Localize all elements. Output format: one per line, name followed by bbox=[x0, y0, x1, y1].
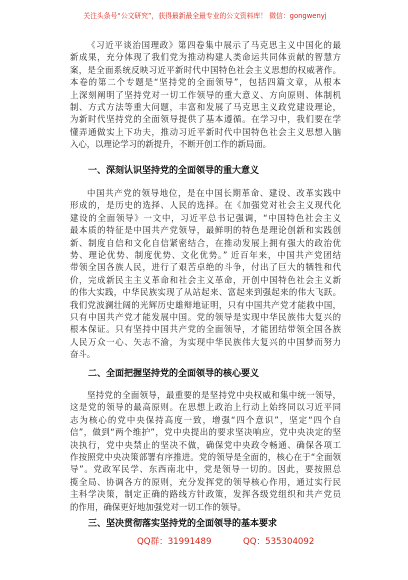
paragraph-line: 的作用，确保更好地加强党对一切工作的领导。 bbox=[70, 501, 246, 512]
section-heading: 二、全面把握坚持党的全面领导的核心要义 bbox=[88, 369, 260, 379]
qq-group-number: QQ群：31991489 bbox=[137, 537, 212, 547]
paragraph-line: 制、方式方法等重大问题，丰富和发展了马克思主义政党建设理论， bbox=[70, 101, 341, 112]
paragraph-line: 案，是全面系统反映习近平新时代中国特色社会主义思想的权威著作。 bbox=[70, 64, 341, 75]
paragraph-line: 只有中国共产党才能发展中国。党的领导是实现中华民族伟大复兴的 bbox=[70, 311, 341, 322]
paragraph-line: 《习近平谈治国理政》第四卷集中展示了马克思主义中国化的最 bbox=[87, 40, 341, 50]
paragraph-line: 本卷的第二个专题是“坚持党的全面领导”，包括四篇文章，从根本 bbox=[70, 77, 341, 88]
paragraph-line: 揽全局、协调各方的原则，充分发挥党的领导核心作用，通过实行民 bbox=[70, 476, 341, 487]
paragraph-line: 新成果，充分体现了我们党为推动构建人类命运共同体贡献的智慧方 bbox=[70, 52, 341, 63]
paragraph-line: 为新时代坚持党的全面领导提供了基本遵循。在学习中，我们要在学 bbox=[70, 114, 341, 125]
paragraph-line: 中国共产党的领导地位，是在中国长期革命、建设、改革实践中 bbox=[87, 188, 341, 198]
paragraph-line: 这是党的领导的最高原则。在思想上政治上行动上始终同以习近平同 bbox=[70, 402, 341, 413]
paragraph-line: 形成的，是历史的选择、人民的选择。在《加强党对社会主义现代化 bbox=[70, 200, 341, 211]
paragraph-line: 价，完成新民主主义革命和社会主义革命，开创中国特色社会主义新 bbox=[70, 274, 341, 285]
section-heading: 三、坚决贯彻落实坚持党的全面领导的基本要求 bbox=[88, 519, 278, 529]
paragraph-line: 坚持党的全面领导，最重要的是坚持党中央权威和集中统一领导， bbox=[87, 390, 341, 400]
paragraph-line: 主科学决策，制定正确的路线方针政策，发挥各级党组织和共产党员 bbox=[70, 489, 341, 500]
header-promo-text: 关注头条号“公文研究”，获得最新最全最专业的公文资料库！ 微信：gongwenyj bbox=[83, 12, 327, 20]
paragraph-line: 人民万众一心、矢志不渝，为实现中华民族伟大复兴的中国梦而努力 bbox=[70, 336, 341, 347]
paragraph-line: 决执行，党中央禁止的坚决不做，确保党中央政令畅通、确保各项工 bbox=[70, 439, 341, 450]
paragraph-line: 上深刻阐明了坚持党对一切工作领导的重大意义、方向原则、体制机 bbox=[70, 89, 341, 100]
section-heading: 一、深刻认识坚持党的全面领导的重大意义 bbox=[88, 166, 260, 176]
qq-number: QQ：535304092 bbox=[243, 537, 315, 547]
body-paragraph bbox=[70, 187, 341, 360]
body-paragraph bbox=[70, 389, 341, 513]
paragraph-line: 新、制度自信和文化自信紧密结合，在推动发展上拥有强大的政治优 bbox=[70, 237, 341, 248]
body-paragraph bbox=[70, 39, 341, 151]
paragraph-line: 根本保证。只有坚持中国共产党的全面领导，才能团结带领全国各族 bbox=[70, 324, 341, 335]
paragraph-line: 建设的全面领导》一文中，习近平总书记强调，“中国特色社会主义 bbox=[70, 212, 341, 223]
paragraph-line: 信”，做到“两个维护”，党中央提出的要求坚决响应，党中央决定的坚 bbox=[70, 427, 341, 438]
paragraph-line: 最本质的特征是中国共产党领导，最鲜明的特色是理论创新和实践创 bbox=[70, 225, 341, 236]
paragraph-line: 入心，以理论学习的新提升，不断开创工作的新局面。 bbox=[70, 139, 271, 150]
paragraph-line: 奋斗。 bbox=[70, 349, 96, 360]
paragraph-line: 作按照党中央决策部署有序推进。党的领导是全面的，核心在于“全面领 bbox=[70, 451, 341, 462]
paragraph-line: 势、理论优势、制度优势、文化优势。” 近百年来，中国共产党团结 bbox=[70, 249, 341, 260]
paragraph-line: 的伟大实践，中华民族实现了从站起来、富起来到强起来的伟大飞跃。 bbox=[70, 287, 341, 298]
footer-contact bbox=[0, 536, 408, 548]
paragraph-line: 懂弄通做实上下功夫，推动习近平新时代中国特色社会主义思想入脑 bbox=[70, 126, 341, 137]
paragraph-line: 导”。党政军民学、东西南北中，党是领导一切的。因此，要按照总 bbox=[70, 464, 341, 475]
paragraph-line: 我们党波澜壮阔的光辉历史雄辩地证明，只有中国共产党才能救中国， bbox=[70, 299, 341, 310]
paragraph-line: 带领全国各族人民，进行了艰苦卓绝的斗争，付出了巨大的牺牲和代 bbox=[70, 262, 341, 273]
paragraph-line: 志为核心的党中央保持高度一致，增强“四个意识”，坚定“四个自 bbox=[70, 414, 341, 425]
